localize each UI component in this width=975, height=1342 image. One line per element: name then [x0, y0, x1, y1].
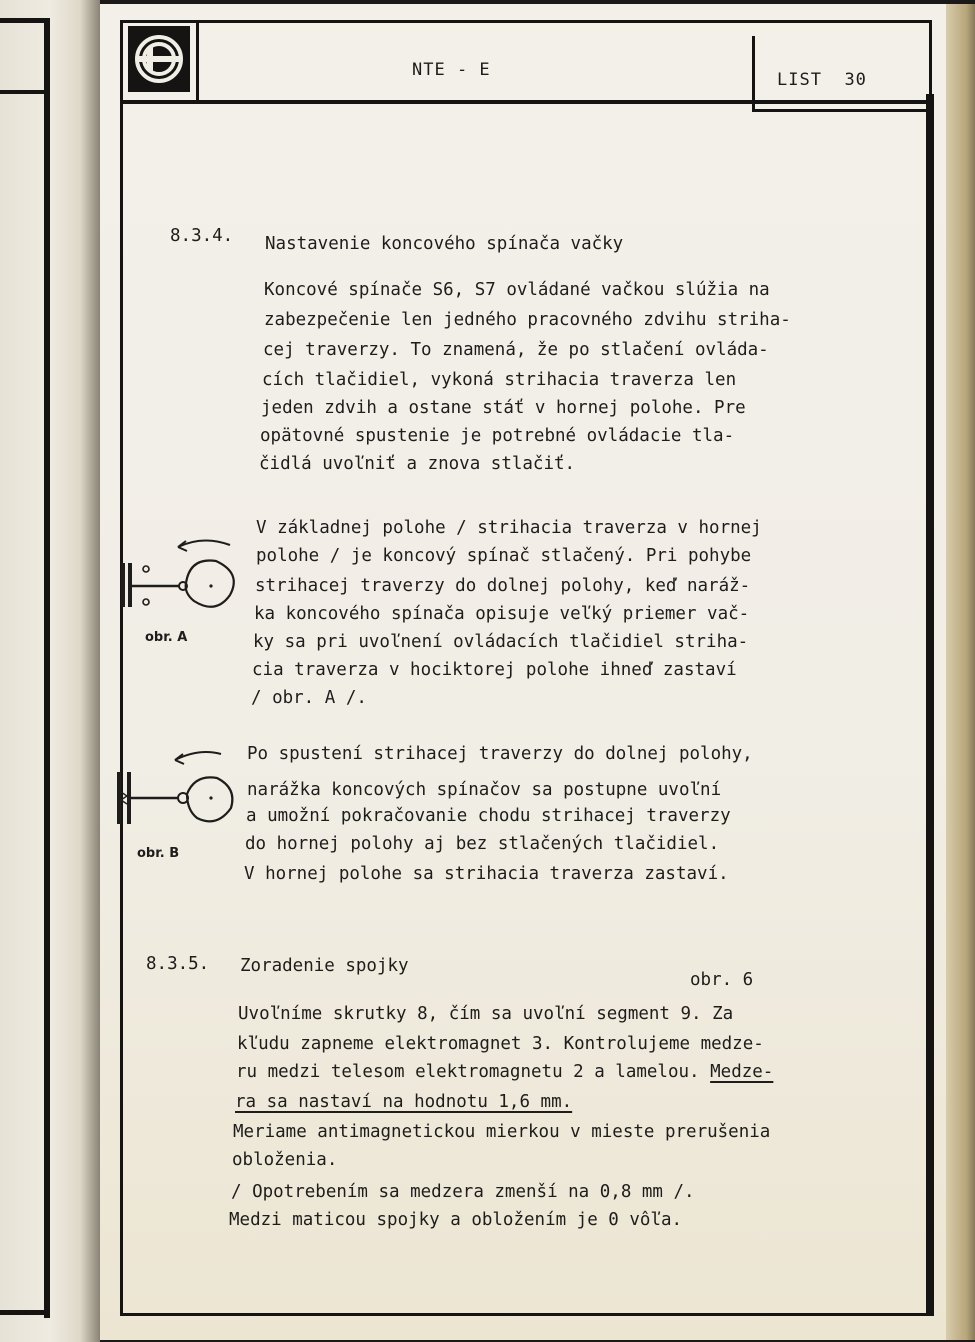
section-heading: Zoradenie spojky: [240, 956, 409, 976]
text-line: Koncové spínače S6, S7 ovládané vačkou slúžia na: [264, 280, 770, 300]
text-segment: ru medzi telesom elektromagnetu 2 a lamelou.: [236, 1062, 711, 1082]
figure-b-label: obr. B: [137, 846, 180, 861]
figure-a-label: obr. A: [145, 630, 188, 645]
figure-b-diagram: [113, 748, 243, 828]
text-line: cia traverza v hociktorej polohe ihneď zastaví: [252, 660, 737, 680]
page-stack-edge: [946, 4, 975, 1340]
text-line: cej traverzy. To znamená, že po stlačení ovláda-: [263, 340, 769, 360]
underlined-text: Medze-: [710, 1062, 774, 1082]
figure-reference: obr. 6: [690, 970, 754, 990]
previous-page-frame: [44, 18, 50, 1318]
text-line: polohe / je koncový spínač stlačený. Pri pohybe: [256, 546, 752, 566]
text-line: V základnej polohe / strihacia traverza v hornej: [256, 518, 762, 538]
text-line: ka koncového spínača opisuje veľký priemer vač-: [254, 604, 750, 624]
company-logo-icon: [128, 26, 190, 92]
previous-page-edge: [0, 0, 100, 1342]
text-line: ky sa pri uvoľnení ovládacích tlačidiel striha-: [253, 632, 749, 652]
text-line: opätovné spustenie je potrebné ovládacie tla-: [260, 426, 735, 446]
previous-page-frame: [0, 1310, 50, 1315]
text-line: Medzi maticou spojky a obložením je 0 vôľa.: [229, 1210, 683, 1230]
text-line: narážka koncových spínačov sa postupne uvoľní: [247, 780, 722, 800]
page-frame-right: [926, 94, 934, 1316]
text-line: V hornej polohe sa strihacia traverza zastaví.: [244, 864, 729, 884]
section-number: 8.3.4.: [170, 226, 234, 246]
text-line: zabezpečenie len jedného pracovného zdvihu striha-: [264, 310, 791, 330]
text-line: do hornej polohy aj bez stlačených tlačidiel.: [245, 834, 720, 854]
text-line: [236, 1058, 773, 1086]
text-line: kľudu zapneme elektromagnet 3. Kontrolujeme medze-: [237, 1034, 764, 1054]
text-line: / Opotrebením sa medzera zmenší na 0,8 mm /.: [231, 1182, 695, 1202]
underlined-text: ra sa nastaví na hodnotu 1,6 mm.: [235, 1092, 573, 1112]
previous-page-frame: [0, 90, 50, 94]
previous-page-frame: [0, 18, 50, 23]
sheet-number: [777, 70, 867, 90]
sheet-label: LIST: [777, 70, 822, 90]
figure-a-diagram: [118, 535, 248, 615]
logo-divider: [196, 20, 199, 102]
text-line: jeden zdvih a ostane stáť v hornej polohe. Pre: [261, 398, 746, 418]
sheet-value: 30: [844, 70, 867, 90]
document-code: NTE - E: [412, 60, 491, 80]
text-line: obloženia.: [232, 1150, 338, 1170]
section-heading: Nastavenie koncového spínača vačky: [265, 234, 624, 254]
text-line: Meriame antimagnetickou mierkou v mieste prerušenia: [233, 1122, 771, 1142]
section-number: 8.3.5.: [146, 954, 210, 974]
text-line: Uvoľníme skrutky 8, čím sa uvoľní segment 9. Za: [238, 1004, 734, 1024]
text-line: cích tlačidiel, vykoná strihacia traverza len: [262, 370, 737, 390]
text-line: Po spustení strihacej traverzy do dolnej polohy,: [247, 744, 753, 764]
text-line: / obr. A /.: [251, 688, 367, 708]
text-line: a umožní pokračovanie chodu strihacej traverzy: [246, 806, 731, 826]
text-line: čidlá uvoľniť a znova stlačiť.: [259, 454, 576, 474]
text-line: strihacej traverzy do dolnej polohy, keď naráž-: [255, 576, 751, 596]
